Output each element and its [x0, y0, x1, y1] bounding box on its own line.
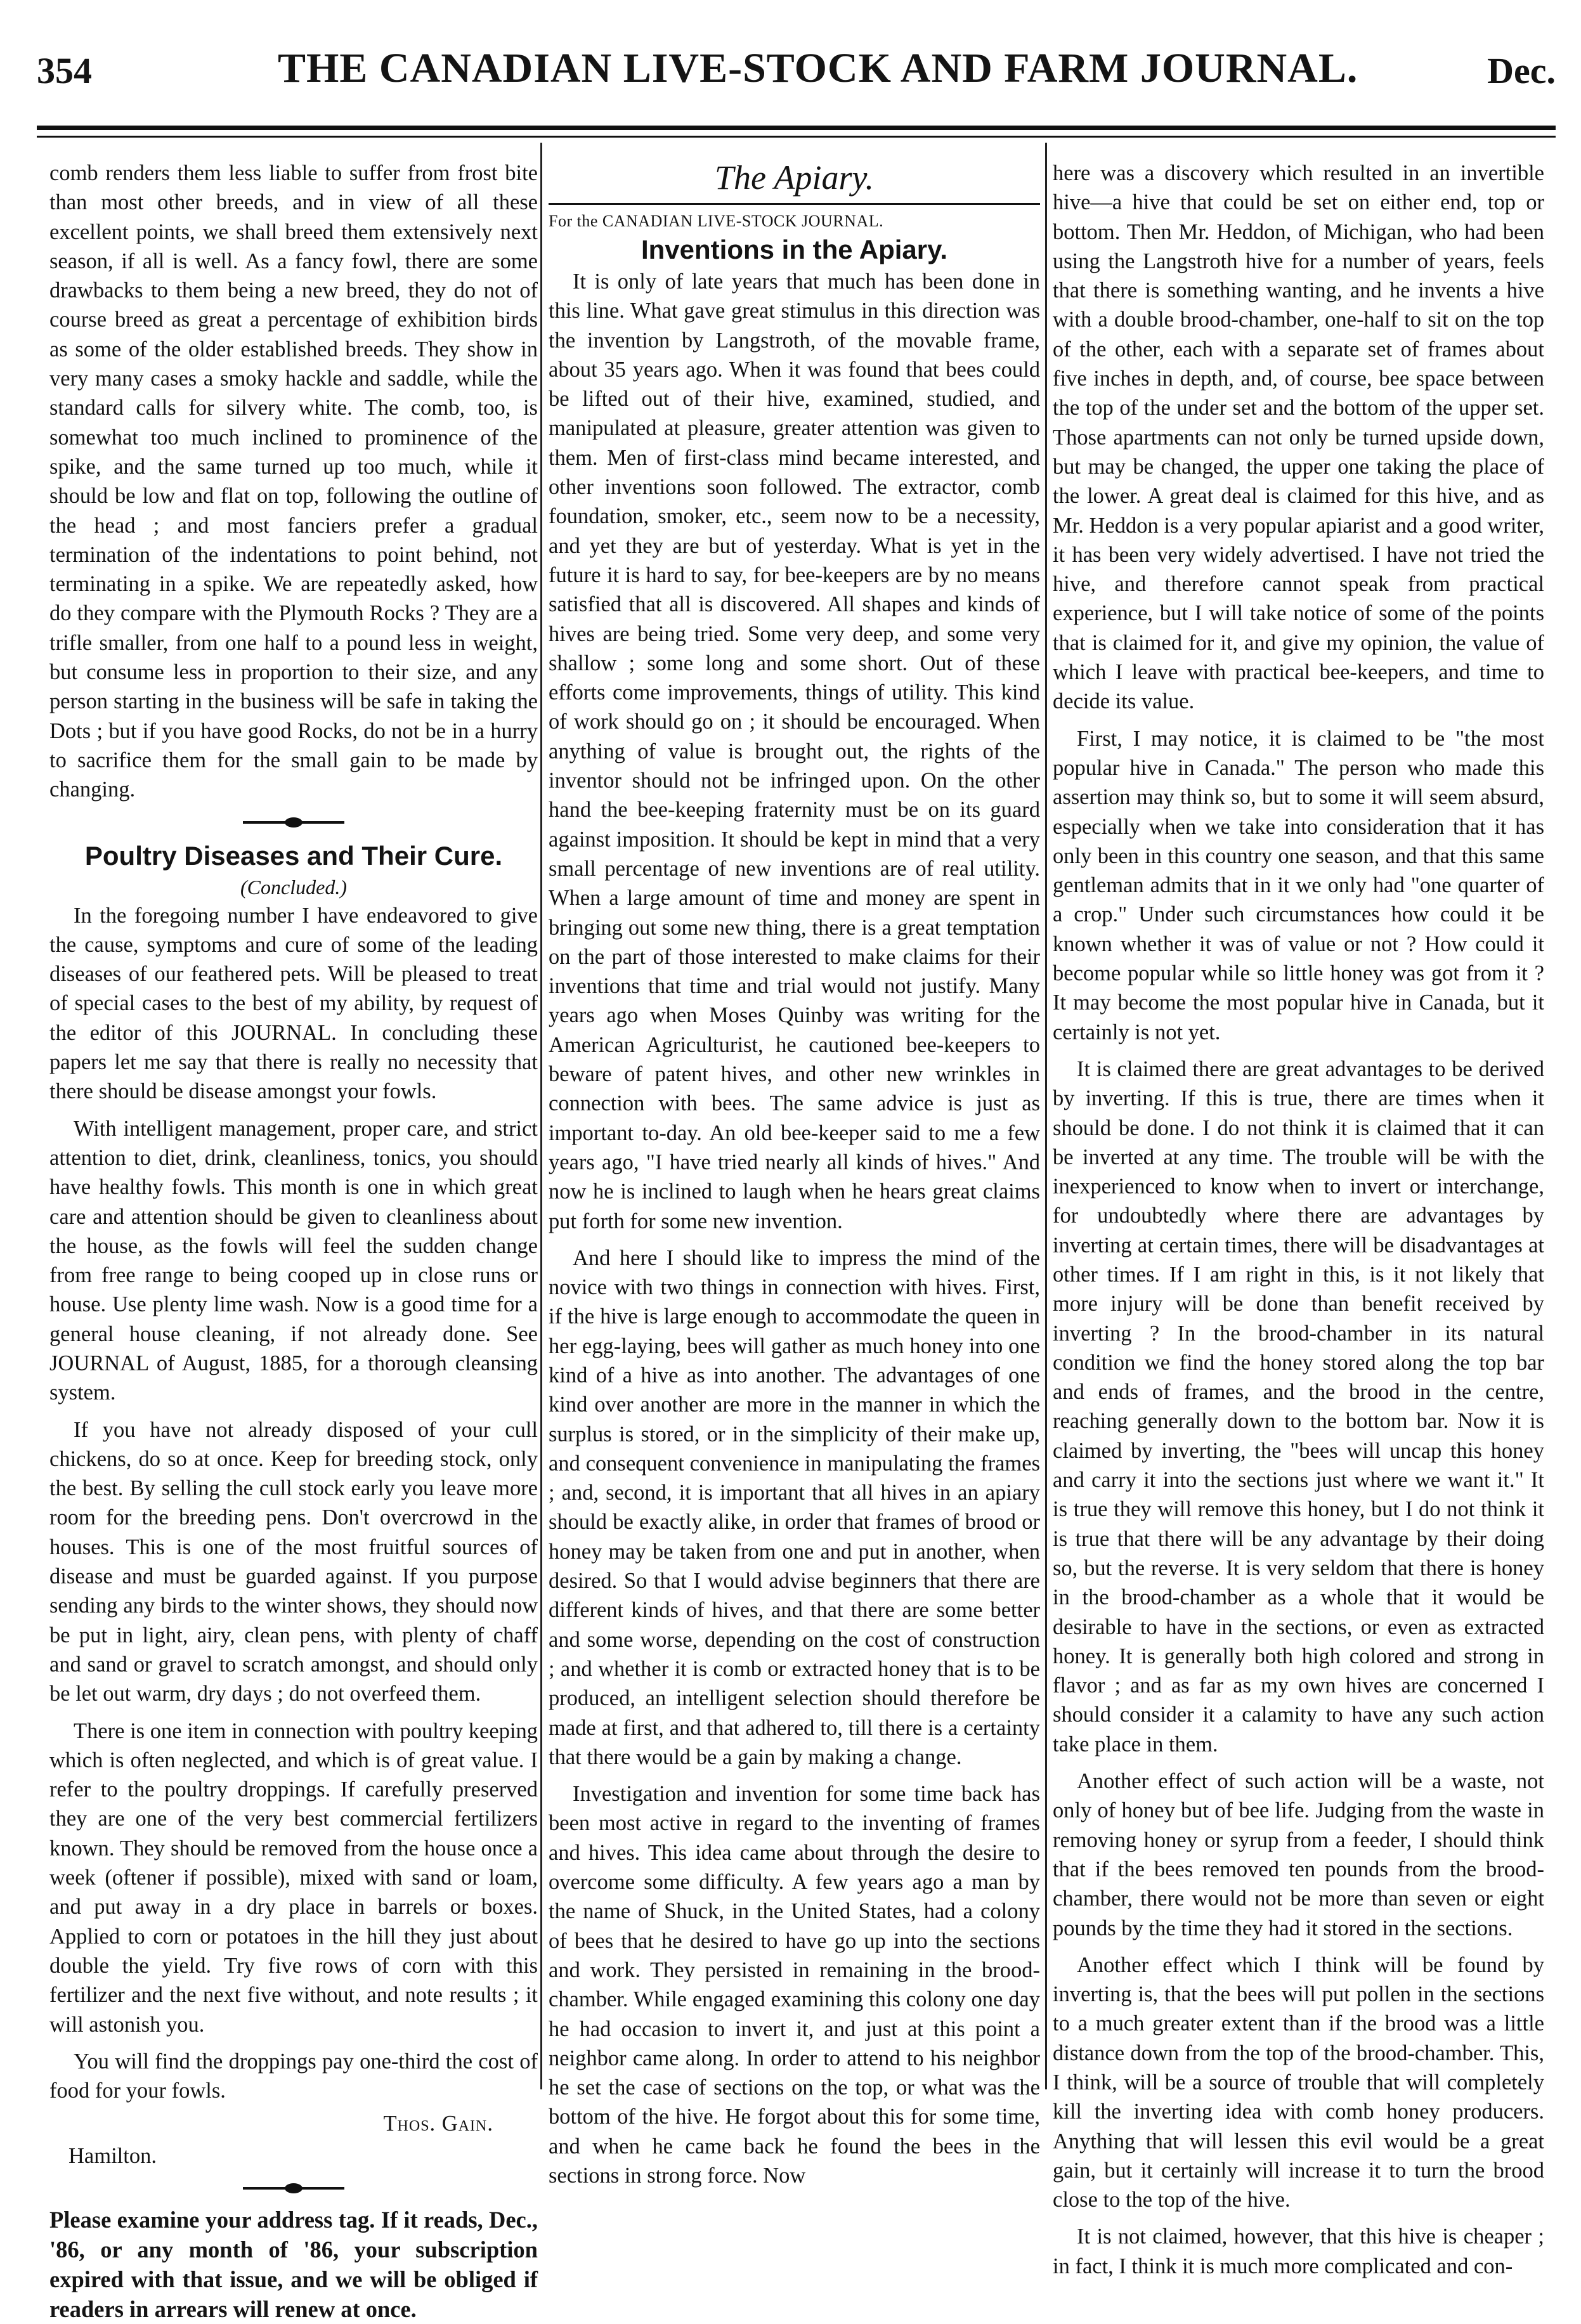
article-paragraph: here was a discovery which resulted in an invertible hive—a hive that could be set on either end, top or bottom. Then Mr. Heddon, of Michigan, who had been using the Langstroth hive for a number of years, feels that there is something wanting, and he invents a hive with a double brood-chamber, one-half to sit on the top of the other, each with a separate set of frames about five inches in depth, and, of course, bee space between the top of the under set and the bottom of the upper set. Those apartments can not only be turned upside down, but may be changed, the upper one taking the place of the lower. A great deal is claimed for this hive, and as Mr. Heddon is a very popular apiarist and a good writer, it has been very widely advertised. I have not tried the hive, and therefore cannot speak from practical experience, but I will take notice of some of the points that is claimed for it, and give my opinion, the value of which I leave with practical bee-keepers, and time to decide its value. [1053, 161, 1544, 714]
apiary-article-title: Inventions in the Apiary. [641, 235, 948, 264]
article-paragraph: If you have not already disposed of your cull chickens, do so at once. Keep for breeding stock, only the best. By selling the cull stock early you leave more room for the breeding pens. Don't overcrowd in the houses. This is one of the most fruitful sources of disease and must be guarded against. If you purpose sending any birds to the winter shows, they should now be put in light, airy, clean pens, with plenty of chaff and sand or gravel to scratch amongst, and should only be let out warm, dry days ; do not overfeed them. [49, 1417, 538, 1706]
article-paragraph: Another effect which I think will be found by inverting is, that the bees will put pollen in the sections to a much greater extent than if the brood was a little distance down from the top of the brood-chamber. This, I think, will be a source of trouble that will completely kill the inverting idea with comb honey producers. Anything that will lessen this evil would be a great gain, but it certainly will increase it to turn the brood close to the top of the hive. [1053, 1952, 1544, 2212]
page-header [37, 44, 1556, 95]
column-2 [549, 159, 1040, 2190]
section-divider [243, 821, 344, 824]
department-heading: The Apiary. [549, 159, 1040, 205]
issue-month: Dec. [1487, 50, 1556, 91]
poultry-continued-paragraph: comb renders them less liable to suffer from frost bite than most other breeds, and in view of all these excellent points, we shall breed them extensively next season, if all is well. As a fancy fowl, there are some drawbacks to them being a new breed, they do not of course breed as great a percentage of exhibition birds as some of the older established breeds. They show in very many cases a smoky hackle and saddle, while the standard calls for silvery white. The comb, too, is somewhat too much inclined to prominence of the spike, and the same turned up too much, while it should be low and flat on top, following the outline of the head ; and most fanciers prefer a gradual termination of the indentations to point behind, not terminating in a spike. We are repeatedly asked, how do they compare with the Plymouth Rocks ? They are a trifle smaller, from one half to a pound less in weight, but consume less in proportion to their size, and any person starting in the business will be safe in taking the Dots ; but if you have good Rocks, do not be in a hurry to sacrifice them for the small gain to be made by changing. [49, 161, 538, 802]
article-paragraph: It is not claimed, however, that this hive is cheaper ; in fact, I think it is much more complicated and con- [1053, 2224, 1544, 2278]
column-divider-1 [540, 143, 542, 2089]
article-paragraph: There is one item in connection with poultry keeping which is often neglected, and which is of great value. I refer to the poultry droppings. If carefully preserved they are one of the very best commercial fertilizers known. They should be removed from the house once a week (oftener if possible), mixed with sand or loam, and put away in a dry place in barrels or boxes. Applied to corn or potatoes in the hill they just about double the yield. Try five rows of corn with this fertilizer and the next five without, and note results ; it will astonish you. [49, 1718, 538, 2037]
article-paragraph: It is only of late years that much has been done in this line. What gave great stimulus in this direction was the invention by Langstroth, of the movable frame, about 35 years ago. When it was found that bees could be lifted out of their hive, examined, studied, and manipulated at pleasure, greater attention was given to them. Men of first-class mind became interested, and other inventions soon followed. The extractor, comb foundation, smoker, etc., seem now to be a necessity, and yet they are but of yesterday. What is yet in the future it is hard to say, for bee-keepers are by no means satisfied that all is discovered. All shapes and kinds of hives are being tried. Some very deep, and some very shallow ; some long and some short. Out of these efforts come improvements, things of utility. This kind of work should go on ; it should be encouraged. When anything of value is brought out, the rights of the inventor should not be infringed upon. On the other hand the bee-keeping fraternity must be on its guard against imposition. It should be kept in mind that a very small percentage of new inventions are of real utility. When a large amount of time and money are spent in bringing out some new thing, there is a great temptation on the part of those interested to make claims for their inventions that time and trial would not justify. Many years ago when Moses Quinby was writing for the American Agriculturist, he cautioned bee-keepers to beware of patent hives, and other new wrinkles in connection with bees. The same advice is just as important to-day. An old bee-keeper said to me a few years ago, "I have tried nearly all kinds of hives." And now he is inclined to laugh when he hears great claims put forth for some new invention. [549, 269, 1040, 1233]
article-paragraph: In the foregoing number I have endeavored to give the cause, symptoms and cure of some of the leading diseases of our feathered pets. Will be pleased to treat of special cases to the best of my ability, by request of the editor of this JOURNAL. In concluding these papers let me say that there is really no necessity that there should be disease amongst your fowls. [49, 903, 538, 1104]
header-rule-thick [37, 126, 1556, 130]
article-paragraph: Another effect of such action will be a waste, not only of honey but of bee life. Judging from the waste in removing honey or syrup from a feeder, I should think that if the bees removed ten pounds from the brood-chamber, there would not be more than seven or eight pounds by the time they had it stored in the sections. [1053, 1769, 1544, 1940]
column-1 [49, 159, 538, 2324]
header-rule-thin [37, 136, 1556, 138]
poultry-article-title: Poultry Diseases and Their Cure. [84, 840, 503, 871]
section-divider [243, 2187, 344, 2190]
article-byline: For the CANADIAN LIVE-STOCK JOURNAL. [549, 212, 884, 230]
article-paragraph: Investigation and invention for some time back has been most active in regard to the inventing of frames and hives. This idea came about through the desire to overcome some difficulty. A few years ago a man by the name of Shuck, in the United States, had a colony of bees that he desired to have go up into the sections and work. They persisted in remaining in the brood-chamber. While engaged examining this colony one day he had occasion to invert it, and just at this point a neighbor came along. In order to attend to his neighbor he set the case of sections on the top, or what was the bottom of the hive. He forgot about this for some time, and when he came back he found the bees in the sections in strong force. Now [549, 1782, 1040, 2188]
article-paragraph: With intelligent management, proper care, and strict attention to diet, drink, cleanliness, tonics, you should have healthy fowls. This month is one in which great care and attention should be given to cleanliness about the house, as the fowls will feel the sudden change from free range to being cooped up in close runs or house. Use plenty lime wash. Now is a good time for a general house cleaning, if not already done. See JOURNAL of August, 1885, for a thorough cleansing system. [49, 1116, 538, 1405]
article-paragraph: You will find the droppings pay one-third the cost of food for your fowls. [49, 2049, 538, 2103]
page-number: 354 [37, 50, 92, 91]
author-place: Hamilton. [68, 2143, 157, 2168]
column-divider-2 [1045, 143, 1047, 2089]
column-3 [1053, 159, 1544, 2281]
article-paragraph: And here I should like to impress the mind of the novice with two things in connection with hives. First, if the hive is large enough to accommodate the queen in her egg-laying, bees will gather as much honey into one kind of a hive as into another. The advantages of one kind over another are more in the manner in which the surplus is stored, or in the simplicity of their make up, and consequent convenience in manipulating the frames ; and, second, it is important that all hives in an apiary should be exactly alike, in order that frames of brood or honey may be taken from one and put in another, when desired. So that I would advise beginners that there are different kinds of hives, and that there are some better and some worse, depending on the cost of construction ; and whether it is comb or extracted honey that is to be produced, an intelligent selection should therefore be made at first, and that adhered to, till there is a certainty that there would be a gain by making a change. [549, 1245, 1040, 1769]
article-paragraph: It is claimed there are great advantages to be derived by inverting. If this is true, there are times when it should be done. I do not think it is claimed that it can be inverted at any time. The trouble will be with the inexperienced to know when to invert or interchange, for undoubtedly where there are advantages by inverting at certain times, there will be disadvantages at other times. If I am right in this, is it not likely that more injury will be done than benefit received by inverting ? In the brood-chamber in its natural condition we find the honey stored along the top bar and ends of frames, and the brood in the centre, reaching generally down to the bottom bar. Now it is claimed by inverting, the "bees will uncap this honey and carry it into the sections just where we want it." It is true they will remove this honey, but I do not think it is true that there will be any advantage by their doing so, but the reverse. It is very seldom that there is honey in the brood-chamber as a whole that it would be desirable to have in the sections, or even as extracted honey. It is generally both high colored and strong in flavor ; and as far as my own hives are concerned I should consider it a calamity to have any such action take place in them. [1053, 1056, 1544, 1756]
article-paragraph: First, I may notice, it is claimed to be "the most popular hive in Canada." The person who made this assertion may think so, but to some it will seem absurd, especially when we take into consideration that it has only been in this country one season, and that this same gentleman admits that in it we only had "one quarter of a crop." Under such circumstances how could it be known whether it was of value or not ? How could it become popular while so little honey was got from it ? It may become the most popular hive in Canada, but it certainly is not yet. [1053, 726, 1544, 1044]
journal-title: THE CANADIAN LIVE-STOCK AND FARM JOURNAL. [278, 45, 1358, 91]
author-signature: Thos. Gain. [383, 2112, 493, 2136]
poultry-article-subtitle: (Concluded.) [240, 875, 347, 899]
subscription-notice: Please examine your address tag. If it reads, Dec., '86, or any month of '86, your subscription expired with that issue, and we will be obliged if readers in arrears will renew at once. [49, 2207, 538, 2322]
